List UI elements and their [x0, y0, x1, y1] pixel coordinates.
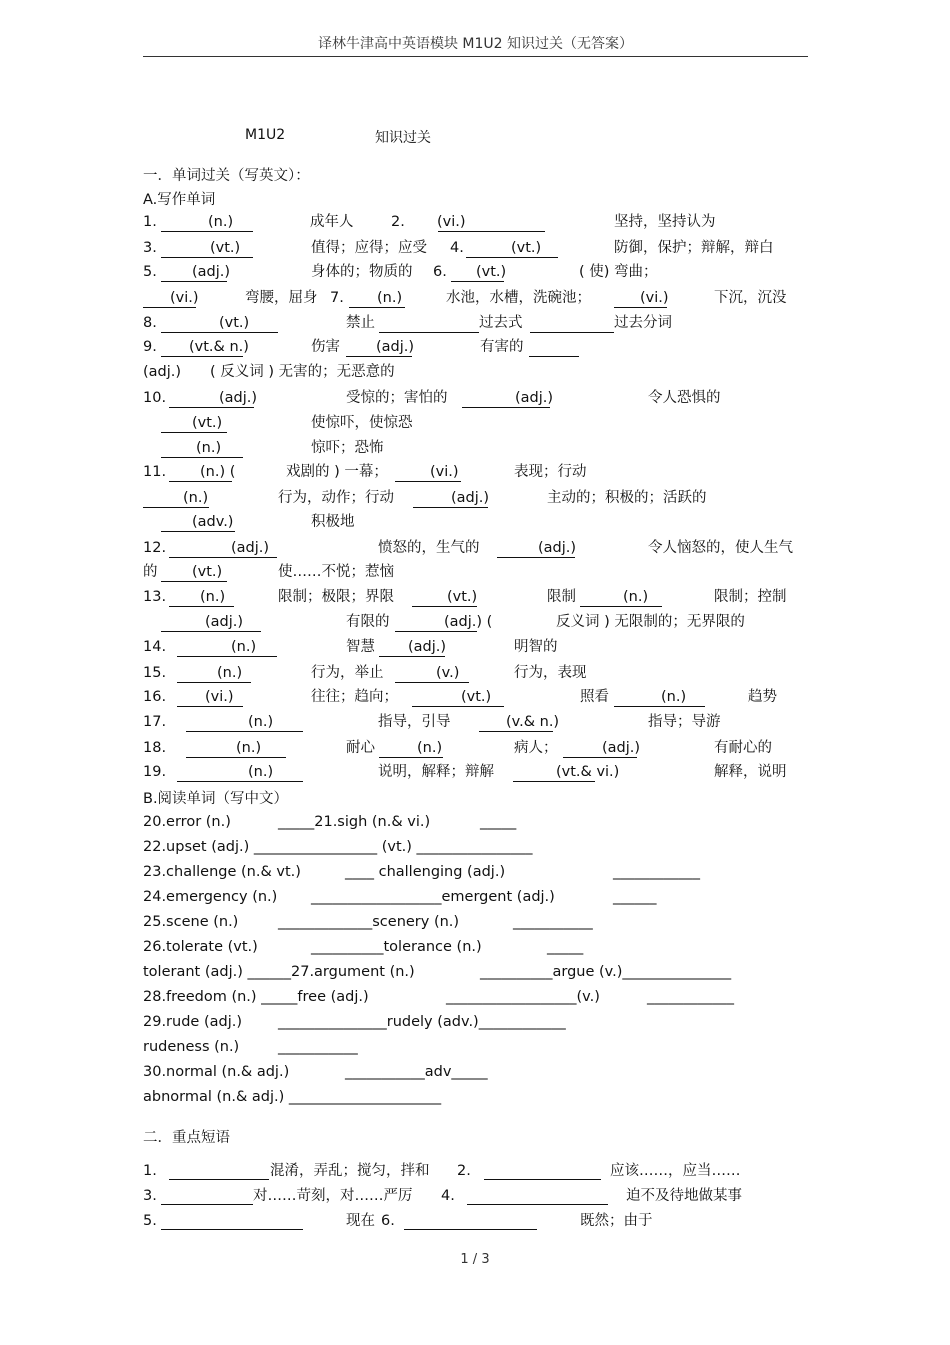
- item-num: 1.: [143, 214, 157, 230]
- meaning: ( 反义词 ) 无害的；无恶意的: [210, 364, 395, 380]
- item-num: 2.: [391, 214, 405, 230]
- pos: (vt.): [447, 589, 478, 605]
- part-a-heading: A.写作单词: [143, 192, 216, 208]
- meaning: 水池，水槽，洗碗池；: [446, 290, 591, 306]
- blank: [379, 332, 479, 333]
- item-num: 10.: [143, 390, 167, 406]
- phrase-meaning: 既然；由于: [580, 1213, 653, 1229]
- meaning: 行为，表现: [514, 665, 587, 681]
- blank: [177, 656, 277, 657]
- pos: (adj.): [219, 390, 258, 406]
- meaning: 成年人: [310, 214, 354, 230]
- pos: (n.): [231, 639, 257, 655]
- phrase-meaning: 现在: [346, 1213, 375, 1229]
- pos: (adj.) (: [444, 614, 493, 630]
- meaning: 往往；趋向；: [311, 689, 398, 705]
- item-num: 5.: [143, 264, 157, 280]
- page-header: 译林牛津高中英语模块 M1U2 知识过关（无答案）: [143, 34, 808, 57]
- item-num: 14.: [143, 639, 167, 655]
- item-num: 12.: [143, 540, 167, 556]
- reading-item: 20.error (n.): [143, 814, 231, 830]
- meaning: 限制: [547, 589, 576, 605]
- pos: (vt.& vi.): [556, 764, 620, 780]
- meaning: 说明，解释；辩解: [378, 764, 494, 780]
- item-num: 9.: [143, 339, 157, 355]
- reading-blank: _____: [547, 939, 584, 955]
- meaning: 戏剧的 ) 一幕；: [286, 464, 388, 480]
- item-num: 18.: [143, 740, 167, 756]
- phrase-num: 3.: [143, 1188, 157, 1204]
- pos: (vt.): [210, 240, 241, 256]
- meaning: 反义词 ) 无限制的；无界限的: [556, 614, 745, 630]
- reading-item: 29.rude (adj.): [143, 1014, 242, 1030]
- pos: (vt.): [219, 315, 250, 331]
- pos: (n.): [623, 589, 649, 605]
- meaning: 身体的；物质的: [311, 264, 413, 280]
- item-num: 13.: [143, 589, 167, 605]
- blank: [161, 1229, 303, 1230]
- section-2-heading: 二．重点短语: [143, 1130, 230, 1146]
- meaning: 限制；极限；界限: [278, 589, 394, 605]
- pos: (vt.): [192, 415, 223, 431]
- phrase-meaning: 对……苛刻，对……严厉: [253, 1188, 413, 1204]
- reading-blank: _____: [480, 814, 517, 830]
- pos: (n.): [200, 589, 226, 605]
- meaning: 主动的；积极的；活跃的: [547, 490, 707, 506]
- reading-item: _____21.sigh (n.& vi.): [278, 814, 431, 830]
- reading-item: _______________rudely (adv.)____________: [278, 1014, 566, 1030]
- meaning: 指导，引导: [378, 714, 451, 730]
- phrase-num: 2.: [457, 1163, 471, 1179]
- pos: (adj.): [143, 364, 182, 380]
- meaning: 下沉，沉没: [714, 290, 787, 306]
- reading-item: _____________scenery (n.): [278, 914, 460, 930]
- reading-item: __________tolerance (n.): [311, 939, 482, 955]
- pos: (v.& n.): [506, 714, 560, 730]
- meaning: 积极地: [311, 514, 355, 530]
- pos: (vi.): [437, 214, 466, 230]
- reading-blank: ______: [613, 889, 657, 905]
- reading-item: 23.challenge (n.& vt.): [143, 864, 301, 880]
- reading-item: 26.tolerate (vt.): [143, 939, 258, 955]
- item-num: 8.: [143, 315, 157, 331]
- meaning: 照看: [580, 689, 609, 705]
- meaning: ( 使) 弯曲；: [579, 264, 658, 280]
- meaning: 趋势: [748, 689, 777, 705]
- pos: (vt.): [461, 689, 492, 705]
- label: 过去式: [479, 315, 523, 331]
- phrase-meaning: 混淆，弄乱；搅匀，拌和: [270, 1163, 430, 1179]
- meaning: 禁止: [346, 315, 375, 331]
- page-number: 1 / 3: [460, 1252, 490, 1267]
- pos: (n.): [417, 740, 443, 756]
- item-num: 16.: [143, 689, 167, 705]
- phrase-meaning: 迫不及待地做某事: [626, 1188, 742, 1204]
- pos: (n.): [208, 214, 234, 230]
- item-num: 11.: [143, 464, 167, 480]
- pos: (vt.& n.): [189, 339, 249, 355]
- pos: (n.): [236, 740, 262, 756]
- phrase-num: 4.: [441, 1188, 455, 1204]
- blank: [161, 231, 253, 232]
- phrase-num: 5.: [143, 1213, 157, 1229]
- pos: (n.): [248, 714, 274, 730]
- item-num: 7.: [330, 290, 344, 306]
- reading-item: ___________adv_____: [345, 1064, 488, 1080]
- pos: (n.): [183, 490, 209, 506]
- pos: (vi.): [640, 290, 669, 306]
- meaning: 行为，动作；行动: [278, 490, 394, 506]
- pos: (n.): [248, 764, 274, 780]
- item-num: 19.: [143, 764, 167, 780]
- reading-item: ____ challenging (adj.): [345, 864, 506, 880]
- reading-blank: ___________: [513, 914, 593, 930]
- blank: [169, 1179, 269, 1180]
- meaning: 愤怒的，生气的: [378, 540, 480, 556]
- pos: (n.) (: [200, 464, 236, 480]
- pos: (n.): [196, 440, 222, 456]
- pos: (vi.): [430, 464, 459, 480]
- meaning: 防御，保护；辩解，辩白: [614, 240, 774, 256]
- meaning: 有限的: [346, 614, 390, 630]
- pos: (v.): [436, 665, 460, 681]
- blank: [614, 706, 705, 707]
- meaning: 值得；应得；应受: [311, 240, 427, 256]
- reading-item: rudeness (n.): [143, 1039, 240, 1055]
- pos: (adj.): [408, 639, 447, 655]
- blank: [529, 356, 579, 357]
- meaning: 病人；: [514, 740, 558, 756]
- pos: (adv.): [192, 514, 234, 530]
- pos: (adj.): [538, 540, 577, 556]
- blank: [580, 606, 662, 607]
- meaning: 限制；控制: [714, 589, 787, 605]
- meaning: 惊吓；恐怖: [311, 440, 384, 456]
- meaning: 坚持，坚持认为: [614, 214, 716, 230]
- item-num: 4.: [450, 240, 464, 256]
- meaning: 使……不悦；惹恼: [278, 564, 394, 580]
- reading-item: 24.emergency (n.): [143, 889, 278, 905]
- blank: [467, 1204, 608, 1205]
- pos: (n.): [377, 290, 403, 306]
- item-num: 17.: [143, 714, 167, 730]
- pos: (vi.): [205, 689, 234, 705]
- meaning: 表现；行动: [514, 464, 587, 480]
- reading-blank: ____________: [647, 989, 734, 1005]
- reading-item: 25.scene (n.): [143, 914, 239, 930]
- pos: (adj.): [515, 390, 554, 406]
- meaning: 伤害: [311, 339, 340, 355]
- pos: (adj.): [205, 614, 244, 630]
- meaning: 使惊吓，使惊恐: [311, 415, 413, 431]
- reading-item: 28.freedom (n.) _____free (adj.): [143, 989, 369, 1005]
- meaning: 明智的: [514, 639, 558, 655]
- phrase-num: 1.: [143, 1163, 157, 1179]
- text: 的: [143, 564, 158, 580]
- blank: [484, 1179, 601, 1180]
- pos: (adj.): [451, 490, 490, 506]
- pos: (vi.): [170, 290, 199, 306]
- reading-item: abnormal (n.& adj.) _____________________: [143, 1089, 442, 1105]
- phrase-meaning: 应该……，应当……: [610, 1163, 741, 1179]
- meaning: 指导；导游: [648, 714, 721, 730]
- pos: (adj.): [231, 540, 270, 556]
- doc-title-name: 知识过关: [375, 130, 431, 146]
- phrase-num: 6.: [381, 1213, 395, 1229]
- blank: [177, 781, 303, 782]
- meaning: 智慧: [346, 639, 375, 655]
- item-num: 3.: [143, 240, 157, 256]
- pos: (n.): [217, 665, 243, 681]
- reading-blank: ___________: [278, 1039, 358, 1055]
- section-1-heading: 一．单词过关（写英文）：: [143, 168, 310, 184]
- pos: (n.): [661, 689, 687, 705]
- reading-item: 22.upset (adj.) _________________ (vt.) ________________: [143, 839, 533, 855]
- meaning: 解释，说明: [714, 764, 787, 780]
- item-num: 15.: [143, 665, 167, 681]
- doc-title-code: M1U2: [245, 127, 286, 143]
- label: 过去分词: [614, 315, 672, 331]
- pos: (vt.): [192, 564, 223, 580]
- reading-item: 30.normal (n.& adj.): [143, 1064, 290, 1080]
- meaning: 耐心: [346, 740, 375, 756]
- blank: [161, 1204, 253, 1205]
- pos: (adj.): [376, 339, 415, 355]
- reading-item: __________________(v.): [446, 989, 600, 1005]
- pos: (adj.): [192, 264, 231, 280]
- item-num: 6.: [433, 264, 447, 280]
- meaning: 令人恐惧的: [648, 390, 721, 406]
- pos: (vt.): [476, 264, 507, 280]
- blank: [530, 332, 614, 333]
- reading-item: __________________emergent (adj.): [311, 889, 555, 905]
- meaning: 令人恼怒的，使人生气: [648, 540, 793, 556]
- reading-blank: ____________: [613, 864, 700, 880]
- part-b-heading: B.阅读单词（写中文）: [143, 791, 289, 807]
- meaning: 受惊的；害怕的: [346, 390, 448, 406]
- reading-item: __________argue (v.)_______________: [480, 964, 732, 980]
- meaning: 行为，举止: [311, 665, 384, 681]
- pos: (adj.): [602, 740, 641, 756]
- reading-item: tolerant (adj.) ______27.argument (n.): [143, 964, 415, 980]
- meaning: 弯腰，屈身: [245, 290, 318, 306]
- pos: (vt.): [511, 240, 542, 256]
- meaning: 有害的: [480, 339, 524, 355]
- blank: [186, 731, 303, 732]
- meaning: 有耐心的: [714, 740, 772, 756]
- blank: [404, 1229, 537, 1230]
